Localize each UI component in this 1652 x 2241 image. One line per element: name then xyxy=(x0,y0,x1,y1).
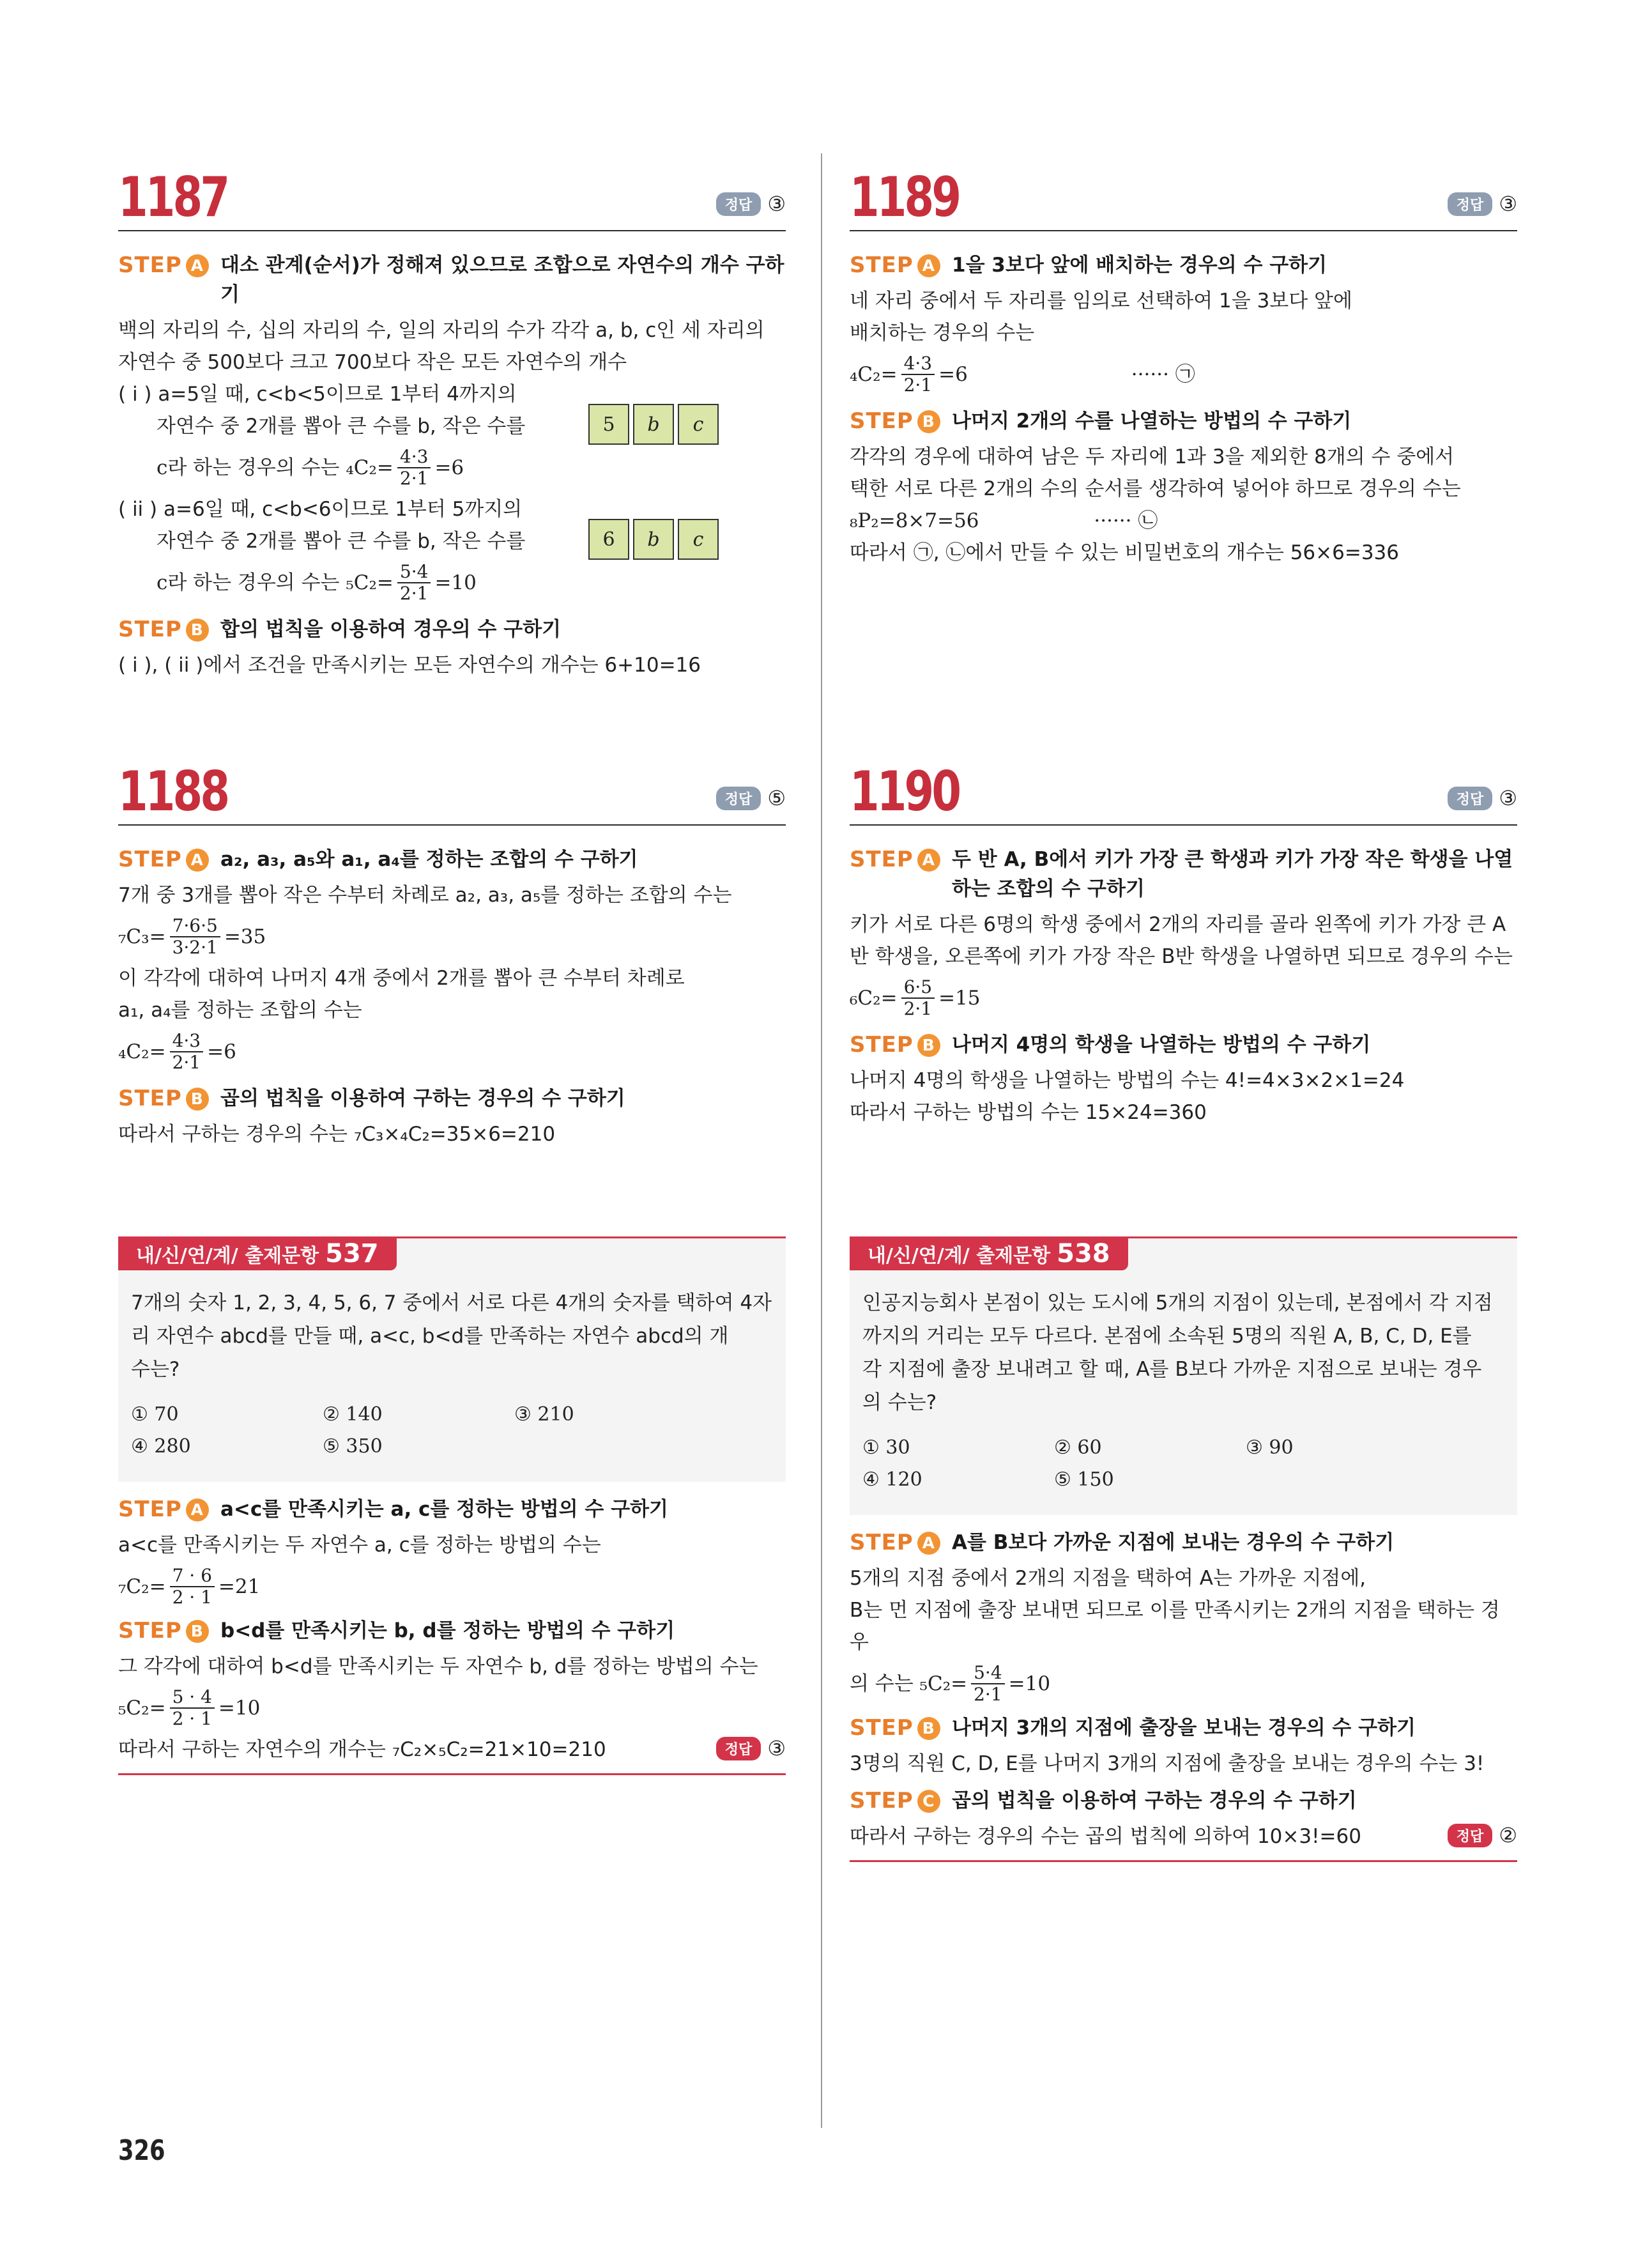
step-title: 곱의 법칙을 이용하여 구하는 경우의 수 구하기 xyxy=(220,1087,625,1110)
step-label: STEP B xyxy=(850,1030,940,1059)
step-b xyxy=(850,1713,1517,1743)
problem-header xyxy=(850,147,1517,231)
answer-badge: 정답 xyxy=(1448,192,1493,216)
text-line: 그 각각에 대하여 b<d를 만족시키는 두 자연수 b, d를 정하는 방법의 수는 xyxy=(118,1655,758,1678)
answer-indicator xyxy=(716,192,786,216)
step-title: b<d를 만족시키는 b, d를 정하는 방법의 수 구하기 xyxy=(220,1619,675,1642)
text-line: 3명의 직원 C, D, E를 나머지 3개의 지점에 출장을 보내는 경우의 수는 3! xyxy=(850,1752,1485,1775)
step-label: STEP B xyxy=(118,1616,209,1645)
text-line: 따라서 구하는 자연수의 개수는 ₇C₂×₅C₂=21×10=210 xyxy=(118,1738,606,1761)
digit-boxes xyxy=(588,519,719,560)
step-title: 대소 관계(순서)가 정해져 있으므로 조합으로 자연수의 개수 구하기 xyxy=(220,254,784,306)
final-line xyxy=(118,1734,786,1766)
step-b xyxy=(850,406,1517,436)
text-line: 네 자리 중에서 두 자리를 임의로 선택하여 1을 3보다 앞에 xyxy=(850,289,1352,312)
step-title: A를 B보다 가까운 지점에 보내는 경우의 수 구하기 xyxy=(952,1531,1395,1554)
text-line: 따라서 구하는 경우의 수는 곱의 법칙에 의하여 10×3!=60 xyxy=(850,1825,1361,1848)
final-line xyxy=(850,1821,1517,1852)
step-label: STEP B xyxy=(118,615,209,644)
divider xyxy=(850,1860,1517,1862)
answer-indicator xyxy=(716,786,786,810)
choice: ② 60 xyxy=(1054,1436,1102,1459)
fraction: $\frac{7 \cdot 6}{2 \cdot 1}$ xyxy=(170,1566,215,1608)
page-number: 326 xyxy=(118,2134,165,2167)
answer-value: ③ xyxy=(767,192,786,216)
step-label: STEP B xyxy=(850,1713,940,1743)
answer-value: ③ xyxy=(767,1736,786,1760)
formula: ₄C₂= $\frac{4\cdot 3}{2\cdot 1}$ =6 ······ ㉠ xyxy=(850,349,1517,400)
formula: ₇C₂= $\frac{7 \cdot 6}{2 \cdot 1}$ =21 xyxy=(118,1565,261,1608)
digit-box: c xyxy=(678,519,719,560)
text-line: 자연수 중 500보다 크고 700보다 작은 모든 자연수의 개수 xyxy=(118,351,627,374)
step-label: STEP A xyxy=(850,250,940,280)
step-a xyxy=(850,845,1517,904)
step-label: STEP B xyxy=(118,1084,209,1113)
text-line: ( i ), ( ii )에서 조건을 만족시키는 모든 자연수의 개수는 6+10=16 xyxy=(118,654,701,677)
problem-header xyxy=(118,147,786,231)
formula: c라 하는 경우의 수는 ₅C₂= $\frac{5\cdot 4}{2\cdot 1}$ =10 xyxy=(157,561,477,604)
question-text: 7개의 숫자 1, 2, 3, 4, 5, 6, 7 중에서 서로 다른 4개의 숫자를 택하여 4자 리 자연수 abcd를 만들 때, a<c, b<d를 만족하는 자연수 abcd의 개 수는? xyxy=(118,1238,786,1386)
problem-number: 1189 xyxy=(850,166,960,229)
step-label: STEP A xyxy=(118,250,209,280)
text-line: a₁, a₄를 정하는 조합의 수는 xyxy=(118,999,362,1022)
step-a xyxy=(118,845,786,874)
step-b xyxy=(118,1616,786,1645)
problem-number: 1190 xyxy=(850,760,960,824)
answer-value: ③ xyxy=(1499,786,1517,810)
step-a xyxy=(118,250,786,309)
fraction: $\frac{6\cdot 5}{2\cdot 1}$ xyxy=(901,977,935,1019)
choices xyxy=(850,1419,1517,1515)
step-label: STEP A xyxy=(118,1495,209,1524)
naesin-box-537 xyxy=(118,1236,786,1775)
choice: ① 70 xyxy=(131,1403,179,1426)
answer-indicator xyxy=(1448,786,1517,810)
text-line: 나머지 4명의 학생을 나열하는 방법의 수는 4!=4×3×2×1=24 xyxy=(850,1069,1405,1092)
choice: ③ 90 xyxy=(1246,1436,1294,1459)
problem-number: 1188 xyxy=(118,760,228,824)
text-line: 백의 자리의 수, 십의 자리의 수, 일의 자리의 수가 각각 a, b, c인 세 자리의 xyxy=(118,319,765,342)
text-line: 자연수 중 2개를 뽑아 큰 수를 b, 작은 수를 xyxy=(157,530,526,553)
equation-tag: ······ ㉠ xyxy=(1131,363,1195,386)
step-b xyxy=(118,615,786,644)
text-line: 각각의 경우에 대하여 남은 두 자리에 1과 3을 제외한 8개의 수 중에서 xyxy=(850,445,1455,468)
text-line: 자연수 중 2개를 뽑아 큰 수를 b, 작은 수를 xyxy=(157,415,526,438)
fraction: $\frac{5 \cdot 4}{2 \cdot 1}$ xyxy=(170,1687,215,1729)
digit-box: b xyxy=(633,519,674,560)
problem-1189 xyxy=(850,147,1517,569)
equation-tag: ······ ㉡ xyxy=(1094,509,1158,532)
step-title: 합의 법칙을 이용하여 경우의 수 구하기 xyxy=(220,618,562,641)
step-label: STEP A xyxy=(118,845,209,874)
text-line: 5개의 지점 중에서 2개의 지점을 택하여 A는 가까운 지점에, xyxy=(850,1567,1366,1590)
naesin-tab: 내/신/연/계/ 출제문항 537 xyxy=(118,1237,397,1270)
step-title: 나머지 3개의 지점에 출장을 보내는 경우의 수 구하기 xyxy=(952,1716,1416,1739)
step-title: a<c를 만족시키는 a, c를 정하는 방법의 수 구하기 xyxy=(220,1498,668,1521)
problem-1190 xyxy=(850,741,1517,1128)
case-1 xyxy=(118,378,786,493)
step-title: 나머지 2개의 수를 나열하는 방법의 수 구하기 xyxy=(952,410,1352,433)
text-line: a<c를 만족시키는 두 자연수 a, c를 정하는 방법의 수는 xyxy=(118,1534,601,1557)
answer-badge: 정답 xyxy=(1448,1824,1493,1847)
answer-indicator xyxy=(1448,1823,1517,1847)
answer-value: ③ xyxy=(1499,192,1517,216)
choice: ③ 210 xyxy=(514,1403,574,1426)
answer-indicator xyxy=(1448,192,1517,216)
question-text: 인공지능회사 본점이 있는 도시에 5개의 지점이 있는데, 본점에서 각 지점 까지의 거리는 모두 다르다. 본점에 소속된 5명의 직원 A, B, C, D, E를 각 지점에 출장 보내려고 할 때, A를 B보다 가까운 지점으로 보내는 경우 의 수는? xyxy=(850,1238,1517,1419)
step-title: 1을 3보다 앞에 배치하는 경우의 수 구하기 xyxy=(952,254,1327,277)
formula: c라 하는 경우의 수는 ₄C₂= $\frac{4\cdot 3}{2\cdot 1}$ =6 xyxy=(157,446,464,489)
digit-box: 6 xyxy=(588,519,629,560)
answer-value: ⑤ xyxy=(767,786,786,810)
step-a xyxy=(850,250,1517,280)
problem-number: 1187 xyxy=(118,166,228,229)
text-line: 이 각각에 대하여 나머지 4개 중에서 2개를 뽑아 큰 수부터 차례로 xyxy=(118,967,685,990)
fraction: $\frac{4\cdot 3}{2\cdot 1}$ xyxy=(170,1031,204,1073)
choice: ④ 280 xyxy=(131,1435,191,1458)
step-a xyxy=(118,1495,786,1524)
text-line: 7개 중 3개를 뽑아 작은 수부터 차례로 a₂, a₃, a₅를 정하는 조합의 수는 xyxy=(118,884,732,907)
text-line: 따라서 구하는 경우의 수는 ₇C₃×₄C₂=35×6=210 xyxy=(118,1123,556,1146)
digit-box: 5 xyxy=(588,404,629,445)
text-line: 따라서 ㉠, ㉡에서 만들 수 있는 비밀번호의 개수는 56×6=336 xyxy=(850,541,1400,564)
naesin-tab: 내/신/연/계/ 출제문항 538 xyxy=(850,1237,1128,1270)
answer-badge: 정답 xyxy=(716,787,761,810)
text-line: 반 학생을, 오른쪽에 키가 가장 작은 B반 학생을 나열하면 되므로 경우의 수는 xyxy=(850,945,1513,968)
digit-box: c xyxy=(678,404,719,445)
answer-badge: 정답 xyxy=(716,1737,761,1760)
problem-header xyxy=(118,741,786,826)
step-c xyxy=(850,1786,1517,1815)
answer-badge: 정답 xyxy=(716,192,761,216)
formula: ₄C₂= $\frac{4\cdot 3}{2\cdot 1}$ =6 xyxy=(118,1030,236,1073)
choice: ⑤ 150 xyxy=(1054,1468,1114,1491)
answer-indicator xyxy=(716,1736,786,1760)
answer-badge: 정답 xyxy=(1448,787,1493,810)
formula: ₇C₃= $\frac{7\cdot 6\cdot 5}{3\cdot 2\cdot 1}$ =35 xyxy=(118,915,266,958)
step-b xyxy=(850,1030,1517,1059)
text-line: ( i ) a=5일 때, c<b<5이므로 1부터 4까지의 xyxy=(118,383,517,406)
divider xyxy=(118,1773,786,1775)
step-b xyxy=(118,1084,786,1113)
step-label: STEP A xyxy=(850,1528,940,1557)
text-line: ( ii ) a=6일 때, c<b<6이므로 1부터 5까지의 xyxy=(118,498,523,521)
naesin-box-538 xyxy=(850,1236,1517,1862)
step-title: 나머지 4명의 학생을 나열하는 방법의 수 구하기 xyxy=(952,1033,1371,1056)
fraction: $\frac{5\cdot 4}{2\cdot 1}$ xyxy=(397,562,431,604)
column-divider xyxy=(821,153,822,2128)
step-label: STEP C xyxy=(850,1786,940,1815)
problem-1187 xyxy=(118,147,786,681)
formula: ₅C₂= $\frac{5 \cdot 4}{2 \cdot 1}$ =10 xyxy=(118,1686,261,1729)
case-2 xyxy=(118,493,786,608)
fraction: $\frac{5\cdot 4}{2\cdot 1}$ xyxy=(971,1663,1005,1705)
text-line: 키가 서로 다른 6명의 학생 중에서 2개의 자리를 골라 왼쪽에 키가 가장 큰 A xyxy=(850,913,1506,936)
choice: ⑤ 350 xyxy=(323,1435,383,1458)
formula: 의 수는 ₅C₂= $\frac{5\cdot 4}{2\cdot 1}$ =10 xyxy=(850,1662,1051,1705)
choice: ① 30 xyxy=(862,1436,910,1459)
answer-value: ② xyxy=(1499,1823,1517,1847)
choices xyxy=(118,1386,786,1482)
text-line: B는 먼 지점에 출장 보내면 되므로 이를 만족시키는 2개의 지점을 택하는 경우 xyxy=(850,1599,1500,1654)
choice: ④ 120 xyxy=(862,1468,922,1491)
text-line: 배치하는 경우의 수는 xyxy=(850,321,1035,344)
problem-header xyxy=(850,741,1517,826)
digit-boxes xyxy=(588,404,719,445)
choice: ② 140 xyxy=(323,1403,383,1426)
fraction: $\frac{7\cdot 6\cdot 5}{3\cdot 2\cdot 1}$ xyxy=(170,916,220,958)
fraction: $\frac{4\cdot 3}{2\cdot 1}$ xyxy=(901,353,935,396)
step-label: STEP A xyxy=(850,845,940,874)
step-title: 곱의 법칙을 이용하여 구하는 경우의 수 구하기 xyxy=(952,1789,1357,1812)
fraction: $\frac{4\cdot 3}{2\cdot 1}$ xyxy=(397,447,431,489)
step-title: 두 반 A, B에서 키가 가장 큰 학생과 키가 가장 작은 학생을 나열하는 조합의 수 구하기 xyxy=(952,848,1513,900)
step-a xyxy=(850,1528,1517,1557)
text-line: 따라서 구하는 방법의 수는 15×24=360 xyxy=(850,1101,1207,1124)
digit-box: b xyxy=(633,404,674,445)
text-line: 택한 서로 다른 2개의 수의 순서를 생각하여 넣어야 하므로 경우의 수는 xyxy=(850,477,1461,500)
formula: ₈P₂=8×7=56 ······ ㉡ xyxy=(850,509,1158,532)
formula: ₆C₂= $\frac{6\cdot 5}{2\cdot 1}$ =15 xyxy=(850,976,981,1019)
step-title: a₂, a₃, a₅와 a₁, a₄를 정하는 조합의 수 구하기 xyxy=(220,848,638,871)
problem-1188 xyxy=(118,741,786,1150)
step-label: STEP B xyxy=(850,406,940,436)
